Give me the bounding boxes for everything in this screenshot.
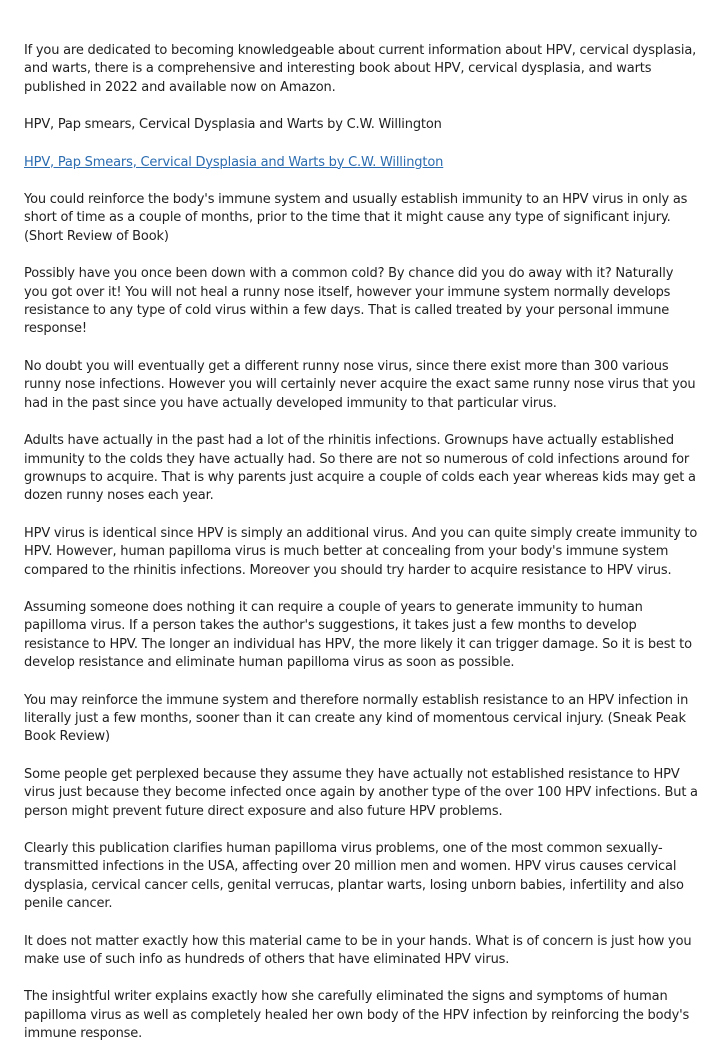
body-paragraph: Assuming someone does nothing it can require a couple of years to generate immunity to human papilloma virus. If a person takes the author's suggestions, it takes just a few months to develop resistance to HPV. The longer an individual has HPV, the more likely it can trigger damage. So it is best to develop resistance and eliminate human papilloma virus as soon as possible. [24,599,692,671]
body-paragraph: You may reinforce the immune system and therefore normally establish resistance to an HPV infection in literally just a few months, sooner than it can create any kind of momentous cervical injury. (Sneak Peak Book Review) [24,692,689,745]
body-paragraph: Clearly this publication clarifies human papilloma virus problems, one of the most common sexually-transmitted infections in the USA, affecting over 20 million men and women. HPV virus causes cervical dysplasia, cervical cancer cells, genital verrucas, plantar warts, losing unborn babies, infertility and also penile cancer. [24,841,684,912]
book-link[interactable]: HPV, Pap Smears, Cervical Dysplasia and Warts by C.W. Willington [24,154,444,170]
body-paragraph: You could reinforce the body's immune system and usually establish immunity to an HPV virus in only as short of time as a couple of months, prior to the time that it might cause any type of significant injury. (Short Review of Book) [24,192,688,244]
body-paragraph: Possibly have you once been down with a common cold? By chance did you do away with it? Naturally you got over it! You will not heal a runny nose itself, however your immune system normally develops resistance to any type of cold virus within a few days. That is called treated by your personal immune response! [24,266,674,337]
body-paragraph: The insightful writer explains exactly how she carefully eliminated the signs and symptoms of human papilloma virus as well as completely healed her own body of the HPV infection by reinforcing the body's immune response. [24,989,690,1042]
body-paragraph: No doubt you will eventually get a different runny nose virus, since there exist more than 300 various runny nose infections. However you will certainly never acquire the exact same runny nose virus that you had in the past since you have actually developed immunity to that particular virus. [24,358,696,411]
body-paragraph: Some people get perplexed because they assume they have actually not established resistance to HPV virus just because they become infected once again by another type of the over 100 HPV infections. But a person might prevent future direct exposure and also future HPV problems. [24,766,698,819]
body-paragraph: Adults have actually in the past had a lot of the rhinitis infections. Grownups have actually established immunity to the colds they have actually had. So there are not so numerous of cold infections around for grownups to acquire. That is why parents just acquire a couple of colds each year whereas kids may get a dozen runny noses each year. [24,433,696,504]
book-title-text: HPV, Pap smears, Cervical Dysplasia and Warts by C.W. Willington [24,117,442,133]
body-paragraph: It does not matter exactly how this material came to be in your hands. What is of concern is just how you make use of such info as hundreds of others that have eliminated HPV virus. [24,933,692,968]
book-link-paragraph [24,154,700,172]
intro-paragraph: If you are dedicated to becoming knowledgeable about current information about HPV, cervical dysplasia, and warts, there is a comprehensive and interesting book about HPV, cervical dysplasia, and warts published in 2022 and available now on Amazon. [24,43,697,95]
body-paragraph: HPV virus is identical since HPV is simply an additional virus. And you can quite simply create immunity to HPV. However, human papilloma virus is much better at concealing from your body's immune system compared to the rhinitis infections. Moreover you should try harder to acquire resistance to HPV virus. [24,525,698,578]
